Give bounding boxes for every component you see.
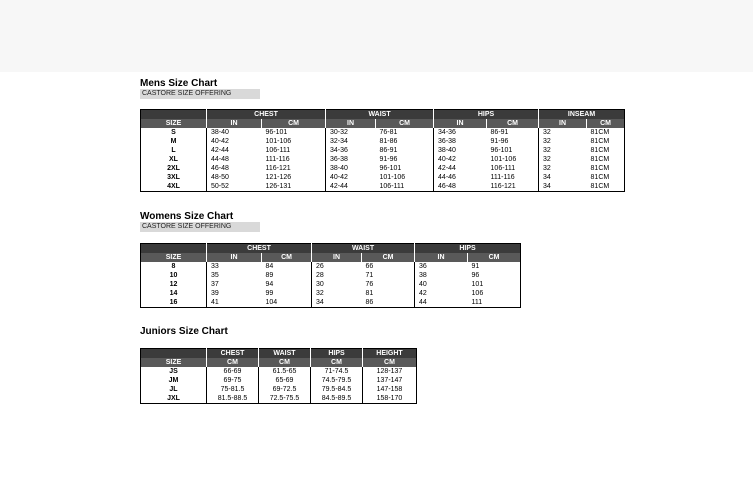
table-row xyxy=(141,376,417,385)
womens-unit-in: IN xyxy=(415,253,468,262)
table-row xyxy=(141,137,625,146)
hips-cm-cell: 84.5-89.5 xyxy=(311,394,363,404)
waist-cm-cell: 86-91 xyxy=(379,147,398,154)
mens-size-header: SIZE xyxy=(141,119,207,128)
size-cell: 16 xyxy=(141,298,207,308)
hips-cm-cell: 101-106 xyxy=(490,156,517,163)
waist-in-cell: 32-34 xyxy=(326,137,376,146)
mens-unit-cm: CM xyxy=(587,119,625,128)
womens-unit-cm: CM xyxy=(362,253,415,262)
hips-cm-cell: 91 xyxy=(471,263,480,270)
chest-cm-cell: 84 xyxy=(265,263,274,270)
waist-cm-cell: 96-101 xyxy=(379,165,402,172)
womens-unit-cm: CM xyxy=(262,253,312,262)
table-row xyxy=(141,280,521,289)
waist-cm-cell: 86 xyxy=(362,298,415,308)
waist-in-cell: 40-42 xyxy=(326,173,376,182)
size-cell: 4XL xyxy=(141,182,207,192)
chest-cm-cell: 66-69 xyxy=(207,367,259,376)
hips-in-cell: 38 xyxy=(415,271,468,280)
waist-cm-cell: 71 xyxy=(365,272,374,279)
table-row xyxy=(141,262,521,271)
waist-cm-cell: 91-96 xyxy=(379,156,398,163)
chest-cm-cell: 106-111 xyxy=(265,147,291,154)
chest-cm-cell: 94 xyxy=(265,281,274,288)
juniors-unit-cm: CM xyxy=(363,358,417,367)
table-row xyxy=(141,146,625,155)
mens-unit-in: IN xyxy=(434,119,487,128)
waist-in-cell: 30-32 xyxy=(326,128,376,137)
waist-cm-cell: 81 xyxy=(365,290,374,297)
inseam-in-cell: 32 xyxy=(539,137,587,146)
table-row xyxy=(141,367,417,376)
mens-unit-in: IN xyxy=(207,119,262,128)
juniors-unit-cm: CM xyxy=(207,358,259,367)
waist-in-cell: 34 xyxy=(312,298,362,308)
womens-waist-header: WAIST xyxy=(312,244,415,254)
inseam-in-cell: 34 xyxy=(539,173,587,182)
table-row xyxy=(141,289,521,298)
hips-cm-cell: 106-111 xyxy=(490,165,516,172)
size-cell: 10 xyxy=(169,272,178,279)
mens-waist-header: WAIST xyxy=(326,110,434,120)
waist-in-cell: 42-44 xyxy=(326,182,376,192)
size-cell: 2XL xyxy=(167,165,180,172)
chest-in-cell: 35 xyxy=(207,271,262,280)
inseam-cm-cell: 81CM xyxy=(590,138,610,145)
inseam-in-cell: 32 xyxy=(539,164,587,173)
hips-in-cell: 42-44 xyxy=(434,164,487,173)
womens-unit-in: IN xyxy=(207,253,262,262)
table-row xyxy=(141,164,625,173)
size-cell: L xyxy=(171,147,176,154)
size-cell: XL xyxy=(169,156,178,163)
table-row xyxy=(141,298,521,308)
mens-unit-in: IN xyxy=(539,119,587,128)
juniors-unit-cm: CM xyxy=(259,358,311,367)
hips-cm-cell: 96-101 xyxy=(490,147,513,154)
inseam-in-cell: 32 xyxy=(539,155,587,164)
chest-cm-cell: 104 xyxy=(262,298,312,308)
table-row xyxy=(141,385,417,394)
juniors-waist-header: WAIST xyxy=(259,349,311,359)
top-band xyxy=(0,0,753,72)
waist-cm-cell: 76 xyxy=(365,281,374,288)
hips-cm-cell: 111-116 xyxy=(490,174,515,181)
chest-cm-cell: 126-131 xyxy=(262,182,326,192)
table-row xyxy=(141,128,625,137)
womens-hips-header: HIPS xyxy=(415,244,521,254)
chest-cm-cell: 99 xyxy=(265,290,274,297)
hips-cm-cell: 111 xyxy=(468,298,521,308)
juniors-size-table xyxy=(140,348,417,404)
mens-unit-cm: CM xyxy=(487,119,539,128)
womens-title: Womens Size Chart xyxy=(140,211,234,222)
womens-unit-cm: CM xyxy=(468,253,521,262)
height-cm-cell: 158-170 xyxy=(363,394,417,404)
waist-cm-cell: 66 xyxy=(365,263,374,270)
mens-table-body xyxy=(141,128,625,192)
chest-in-cell: 48-50 xyxy=(207,173,262,182)
hips-in-cell: 44 xyxy=(415,298,468,308)
inseam-cm-cell: 81CM xyxy=(590,147,610,154)
chest-cm-cell: 75-81.5 xyxy=(207,385,259,394)
chest-cm-cell: 116-121 xyxy=(265,165,291,172)
hips-in-cell: 36-38 xyxy=(434,137,487,146)
hips-cm-cell: 86-91 xyxy=(490,129,509,136)
chest-in-cell: 37 xyxy=(207,280,262,289)
table-row xyxy=(141,182,625,192)
chest-cm-cell: 101-106 xyxy=(265,138,292,145)
size-cell: 8 xyxy=(171,263,176,270)
hips-in-cell: 46-48 xyxy=(434,182,487,192)
womens-chest-header: CHEST xyxy=(207,244,312,254)
waist-in-cell: 26 xyxy=(312,262,362,271)
waist-in-cell: 36-38 xyxy=(326,155,376,164)
chest-cm-cell: 96-101 xyxy=(265,129,288,136)
size-cell: M xyxy=(170,138,177,145)
hips-in-cell: 40-42 xyxy=(434,155,487,164)
size-cell: 12 xyxy=(169,281,178,288)
mens-unit-cm: CM xyxy=(376,119,434,128)
hips-cm-cell: 74.5-79.5 xyxy=(311,376,363,385)
inseam-in-cell: 32 xyxy=(539,128,587,137)
mens-title: Mens Size Chart xyxy=(140,78,218,89)
womens-size-table xyxy=(140,243,521,308)
table-row xyxy=(141,173,625,182)
chest-in-cell: 46-48 xyxy=(207,164,262,173)
hips-cm-cell: 71-74.5 xyxy=(311,367,363,376)
waist-cm-cell: 106-111 xyxy=(376,182,434,192)
waist-in-cell: 32 xyxy=(312,289,362,298)
chest-in-cell: 50-52 xyxy=(207,182,262,192)
juniors-table-body xyxy=(141,367,417,404)
inseam-cm-cell: 81CM xyxy=(590,156,610,163)
waist-in-cell: 30 xyxy=(312,280,362,289)
hips-in-cell: 40 xyxy=(415,280,468,289)
waist-cm-cell: 76-81 xyxy=(379,129,398,136)
mens-corner-header xyxy=(141,110,207,120)
hips-cm-cell: 116-121 xyxy=(487,182,539,192)
waist-cm-cell: 101-106 xyxy=(379,174,406,181)
womens-table-body xyxy=(141,262,521,308)
height-cm-cell: 147-158 xyxy=(363,385,417,394)
hips-in-cell: 44-46 xyxy=(434,173,487,182)
womens-corner-header xyxy=(141,244,207,254)
height-cm-cell: 137-147 xyxy=(363,376,417,385)
mens-inseam-header: INSEAM xyxy=(539,110,625,120)
waist-cm-cell: 61.5-65 xyxy=(259,367,311,376)
juniors-hips-header: HIPS xyxy=(311,349,363,359)
mens-hips-header: HIPS xyxy=(434,110,539,120)
size-cell: 3XL xyxy=(167,174,180,181)
hips-cm-cell: 106 xyxy=(471,290,484,297)
juniors-title: Juniors Size Chart xyxy=(140,326,228,337)
inseam-cm-cell: 81CM xyxy=(590,165,610,172)
hips-cm-cell: 79.5-84.5 xyxy=(311,385,363,394)
chest-cm-cell: 89 xyxy=(265,272,274,279)
chest-in-cell: 42-44 xyxy=(207,146,262,155)
mens-chest-header: CHEST xyxy=(207,110,326,120)
mens-unit-cm: CM xyxy=(262,119,326,128)
chest-in-cell: 38-40 xyxy=(207,128,262,137)
chest-in-cell: 41 xyxy=(207,298,262,308)
juniors-height-header: HEIGHT xyxy=(363,349,417,359)
hips-cm-cell: 101 xyxy=(471,281,484,288)
size-cell: JM xyxy=(168,377,179,384)
chest-in-cell: 33 xyxy=(207,262,262,271)
chest-in-cell: 39 xyxy=(207,289,262,298)
table-row xyxy=(141,271,521,280)
chest-cm-cell: 81.5-88.5 xyxy=(207,394,259,404)
inseam-in-cell: 34 xyxy=(539,182,587,192)
waist-in-cell: 38-40 xyxy=(326,164,376,173)
table-row xyxy=(141,155,625,164)
inseam-cm-cell: 81CM xyxy=(590,129,610,136)
height-cm-cell: 128-137 xyxy=(363,367,417,376)
hips-in-cell: 34-36 xyxy=(434,128,487,137)
hips-cm-cell: 91-96 xyxy=(490,138,509,145)
size-cell: JS xyxy=(169,368,178,375)
hips-cm-cell: 96 xyxy=(471,272,480,279)
waist-cm-cell: 69-72.5 xyxy=(259,385,311,394)
hips-in-cell: 38-40 xyxy=(434,146,487,155)
inseam-cm-cell: 81CM xyxy=(587,182,625,192)
womens-unit-in: IN xyxy=(312,253,362,262)
juniors-corner-header xyxy=(141,349,207,359)
inseam-in-cell: 32 xyxy=(539,146,587,155)
waist-in-cell: 28 xyxy=(312,271,362,280)
chest-in-cell: 44-48 xyxy=(207,155,262,164)
size-cell: JXL xyxy=(141,394,207,404)
hips-in-cell: 36 xyxy=(415,262,468,271)
womens-size-header: SIZE xyxy=(141,253,207,262)
juniors-chest-header: CHEST xyxy=(207,349,259,359)
chest-cm-cell: 111-116 xyxy=(265,156,290,163)
waist-in-cell: 34-36 xyxy=(326,146,376,155)
chest-cm-cell: 69-75 xyxy=(207,376,259,385)
size-cell: JL xyxy=(169,386,178,393)
chest-cm-cell: 121-126 xyxy=(265,174,292,181)
waist-cm-cell: 81-86 xyxy=(379,138,398,145)
table-row xyxy=(141,394,417,404)
inseam-cm-cell: 81CM xyxy=(590,174,610,181)
size-cell: 14 xyxy=(169,290,178,297)
hips-in-cell: 42 xyxy=(415,289,468,298)
chest-in-cell: 40-42 xyxy=(207,137,262,146)
waist-cm-cell: 65-69 xyxy=(259,376,311,385)
juniors-unit-cm: CM xyxy=(311,358,363,367)
size-cell: S xyxy=(171,129,176,136)
mens-subtitle: CASTORE SIZE OFFERING xyxy=(140,89,260,99)
mens-unit-in: IN xyxy=(326,119,376,128)
mens-size-table xyxy=(140,109,625,192)
waist-cm-cell: 72.5-75.5 xyxy=(259,394,311,404)
juniors-size-header: SIZE xyxy=(141,358,207,367)
womens-subtitle: CASTORE SIZE OFFERING xyxy=(140,222,260,232)
